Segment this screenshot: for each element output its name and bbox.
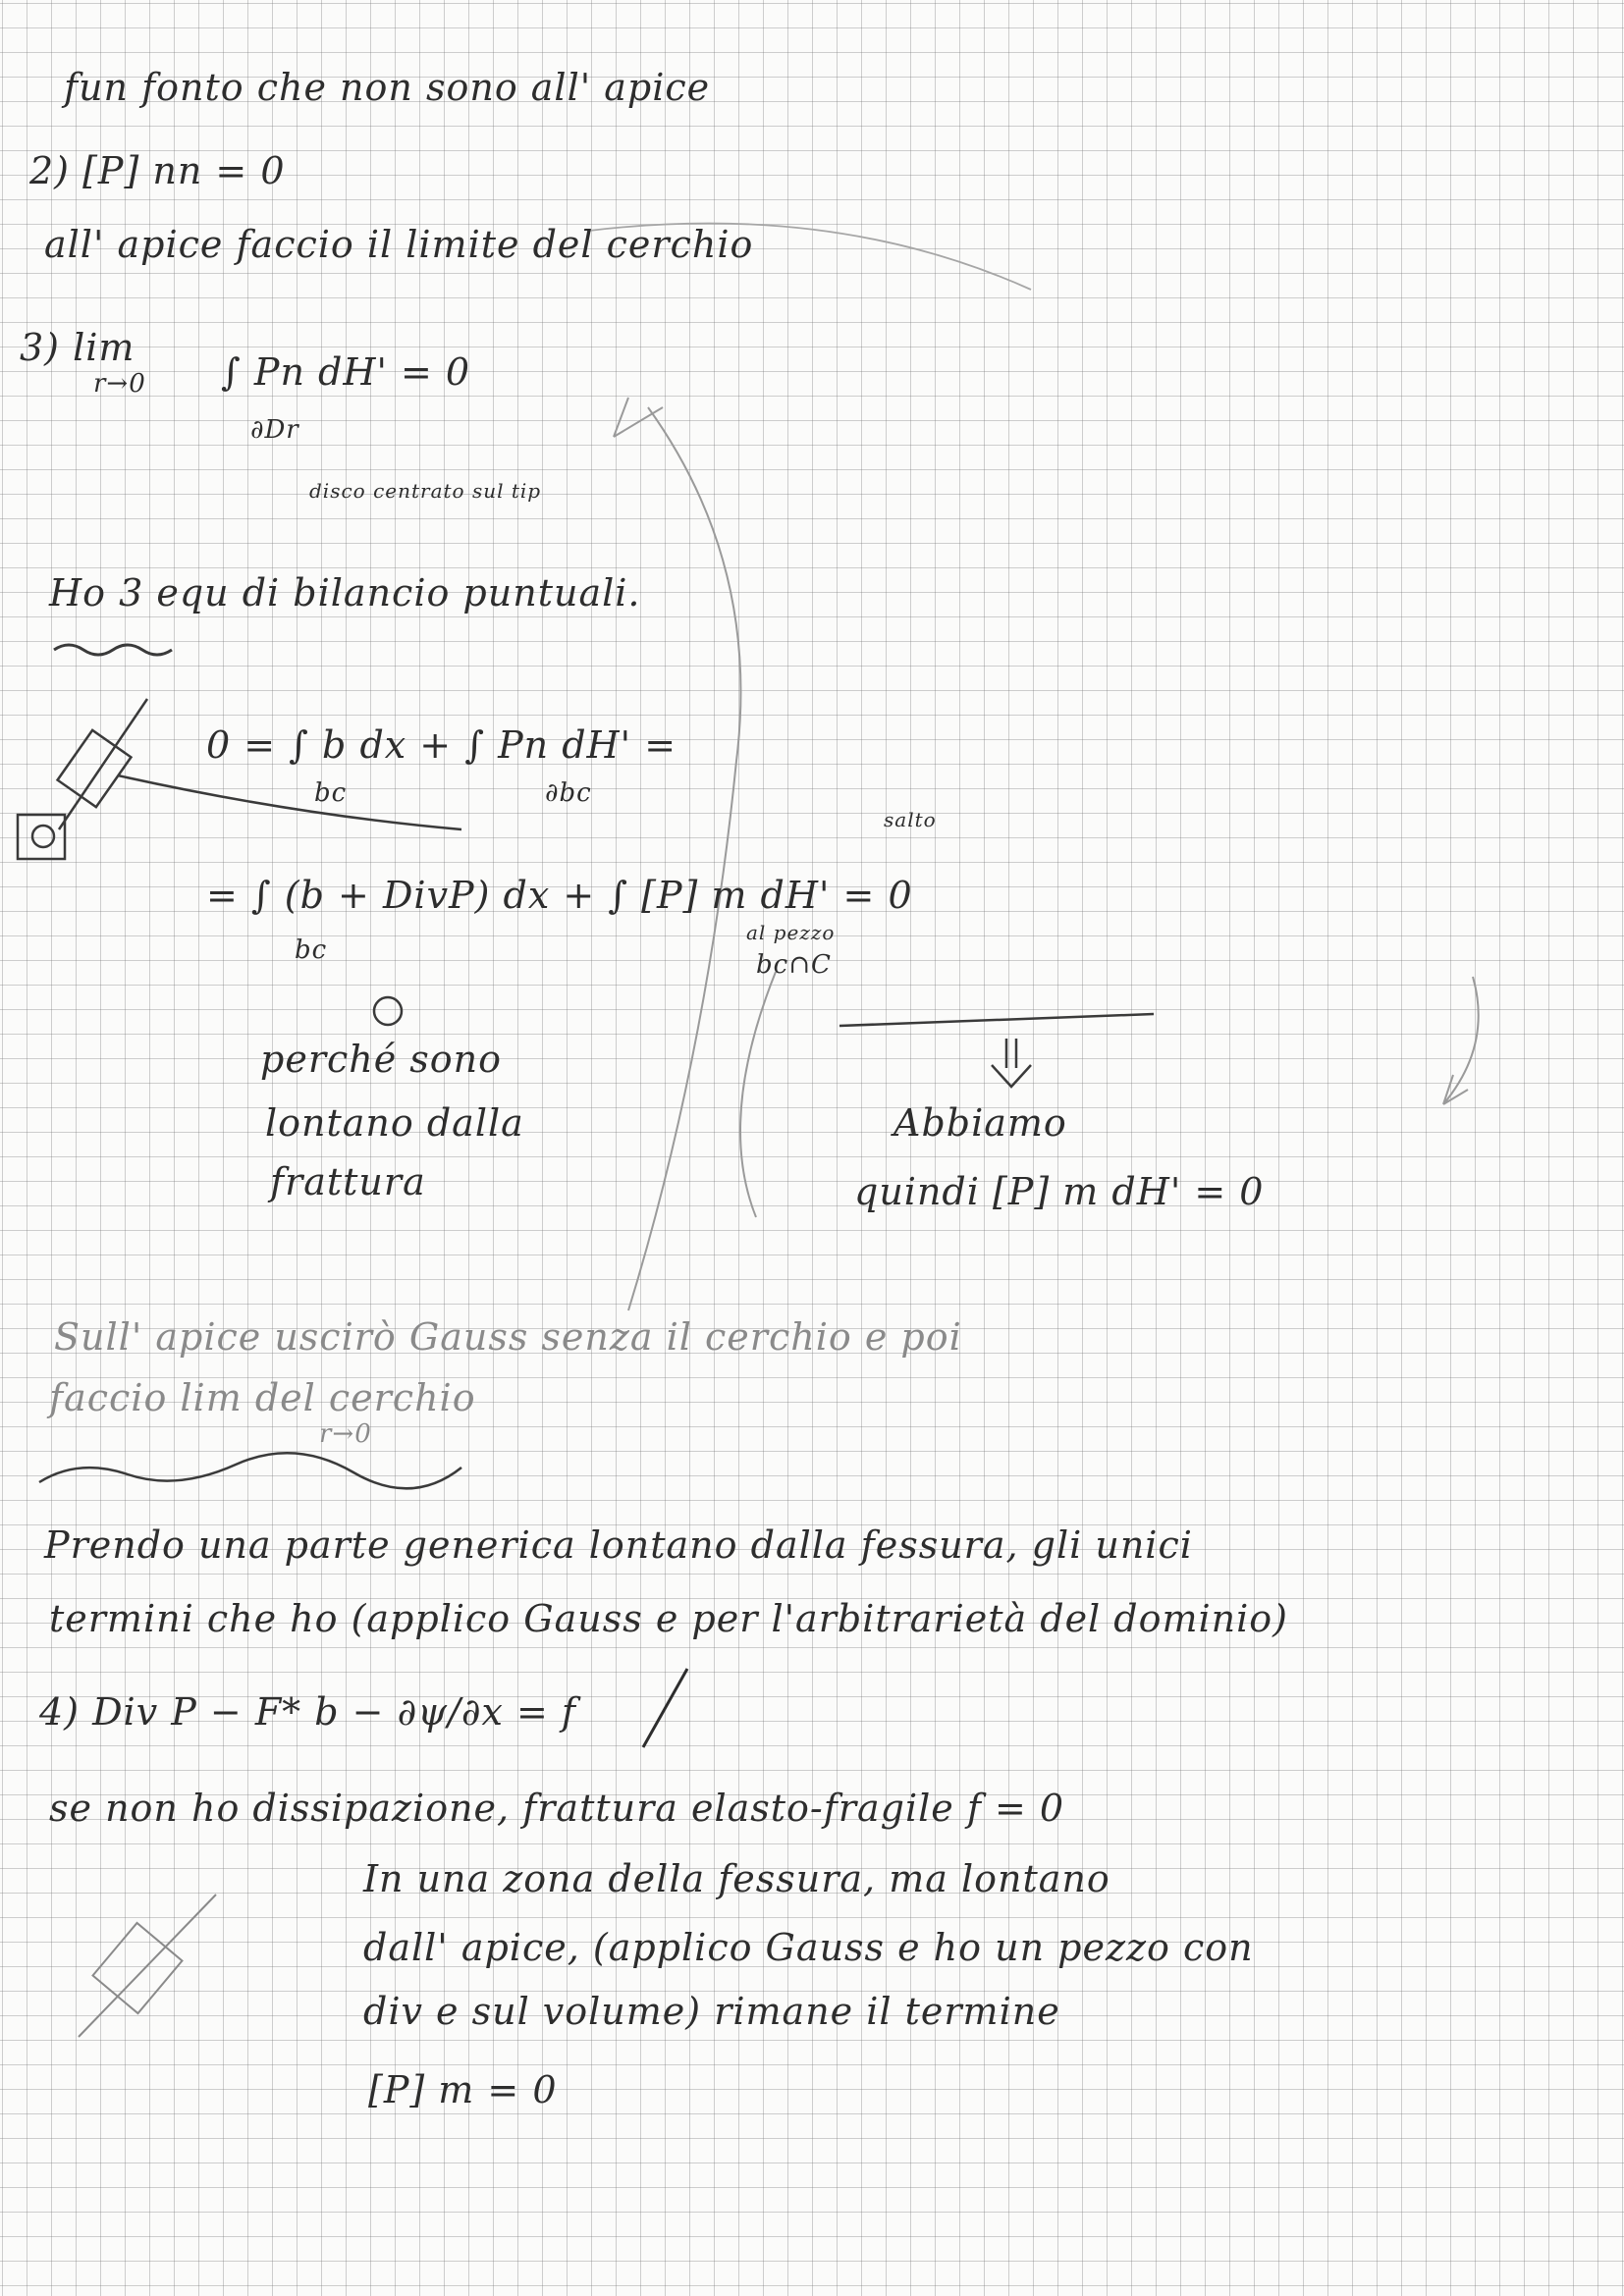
item3-note: disco centrato sul tip — [309, 479, 542, 503]
inuna-line-3: div e sul volume) rimane il termine — [363, 1990, 1060, 2033]
pencil-note-1: Sull' apice uscirò Gauss senza il cerchio e poi — [54, 1315, 962, 1359]
wavy-separator-2 — [39, 1453, 461, 1488]
bottom-crack-sketch-icon — [79, 1895, 216, 2037]
pencil-arrow-long — [740, 972, 776, 1217]
reason-line-2: lontano dalla — [265, 1101, 524, 1145]
wavy-separator-1 — [54, 645, 172, 655]
reason-line-3: frattura — [270, 1160, 426, 1203]
pencil-note-2-sub: r→0 — [319, 1419, 372, 1449]
prendo-line-2: termini che ho (applico Gauss e per l'arbitrarietà del dominio) — [49, 1597, 1289, 1640]
pencil-note-2: faccio lim del cerchio — [49, 1376, 476, 1419]
item3-lim: 3) lim — [20, 326, 135, 369]
zero-circle-mark — [374, 997, 402, 1025]
note-line-1: fun fonto che non sono all' apice — [64, 66, 711, 109]
abbiamo-underline — [839, 1014, 1154, 1026]
note-line-3: all' apice faccio il limite del cerchio — [44, 223, 754, 266]
pencil-arrow-curve — [628, 407, 740, 1310]
equation-1-sub-a: bc — [314, 778, 348, 808]
equation-1-sub-b: ∂bc — [545, 778, 592, 808]
reason-line-1: perché sono — [260, 1038, 503, 1081]
strike-f — [643, 1669, 687, 1747]
note-item-4: 4) Div P − F* b − ∂ψ/∂x = f — [39, 1690, 576, 1734]
prendo-line-1: Prendo una parte generica lontano dalla fessura, gli unici — [44, 1523, 1193, 1567]
item3-lim-sub: r→0 — [93, 369, 146, 399]
equation-2-sub-b-note: al pezzo — [746, 921, 836, 944]
equation-2: = ∫ (b + DivP) dx + ∫ [P] m dH' = 0 — [206, 874, 913, 917]
item3-domain: ∂Dr — [250, 415, 299, 445]
note-senon: se non ho dissipazione, frattura elasto-fragile f = 0 — [49, 1787, 1065, 1830]
item3-integral: ∫ Pn dH' = 0 — [221, 350, 471, 394]
abbiamo-line-2: quindi [P] m dH' = 0 — [854, 1170, 1265, 1213]
final-equation: [P] m = 0 — [368, 2068, 558, 2111]
inuna-line-1: In una zona della fessura, ma lontano — [363, 1857, 1110, 1900]
note-item-2: 2) [P] nn = 0 — [29, 149, 286, 192]
pencil-arrow-right — [1443, 977, 1479, 1104]
inuna-line-2: dall' apice, (applico Gauss e ho un pezzo con — [363, 1926, 1254, 1969]
note-equations: Ho 3 equ di bilancio puntuali. — [49, 571, 641, 614]
equation-2-sub-b: bc∩C — [756, 950, 832, 980]
down-arrow-icon — [992, 1039, 1031, 1087]
equation-1: 0 = ∫ b dx + ∫ Pn dH' = — [206, 723, 677, 767]
equation-2-note: salto — [884, 808, 937, 831]
equation-2-sub-a: bc — [295, 935, 328, 965]
abbiamo-line-1: Abbiamo — [893, 1101, 1067, 1145]
